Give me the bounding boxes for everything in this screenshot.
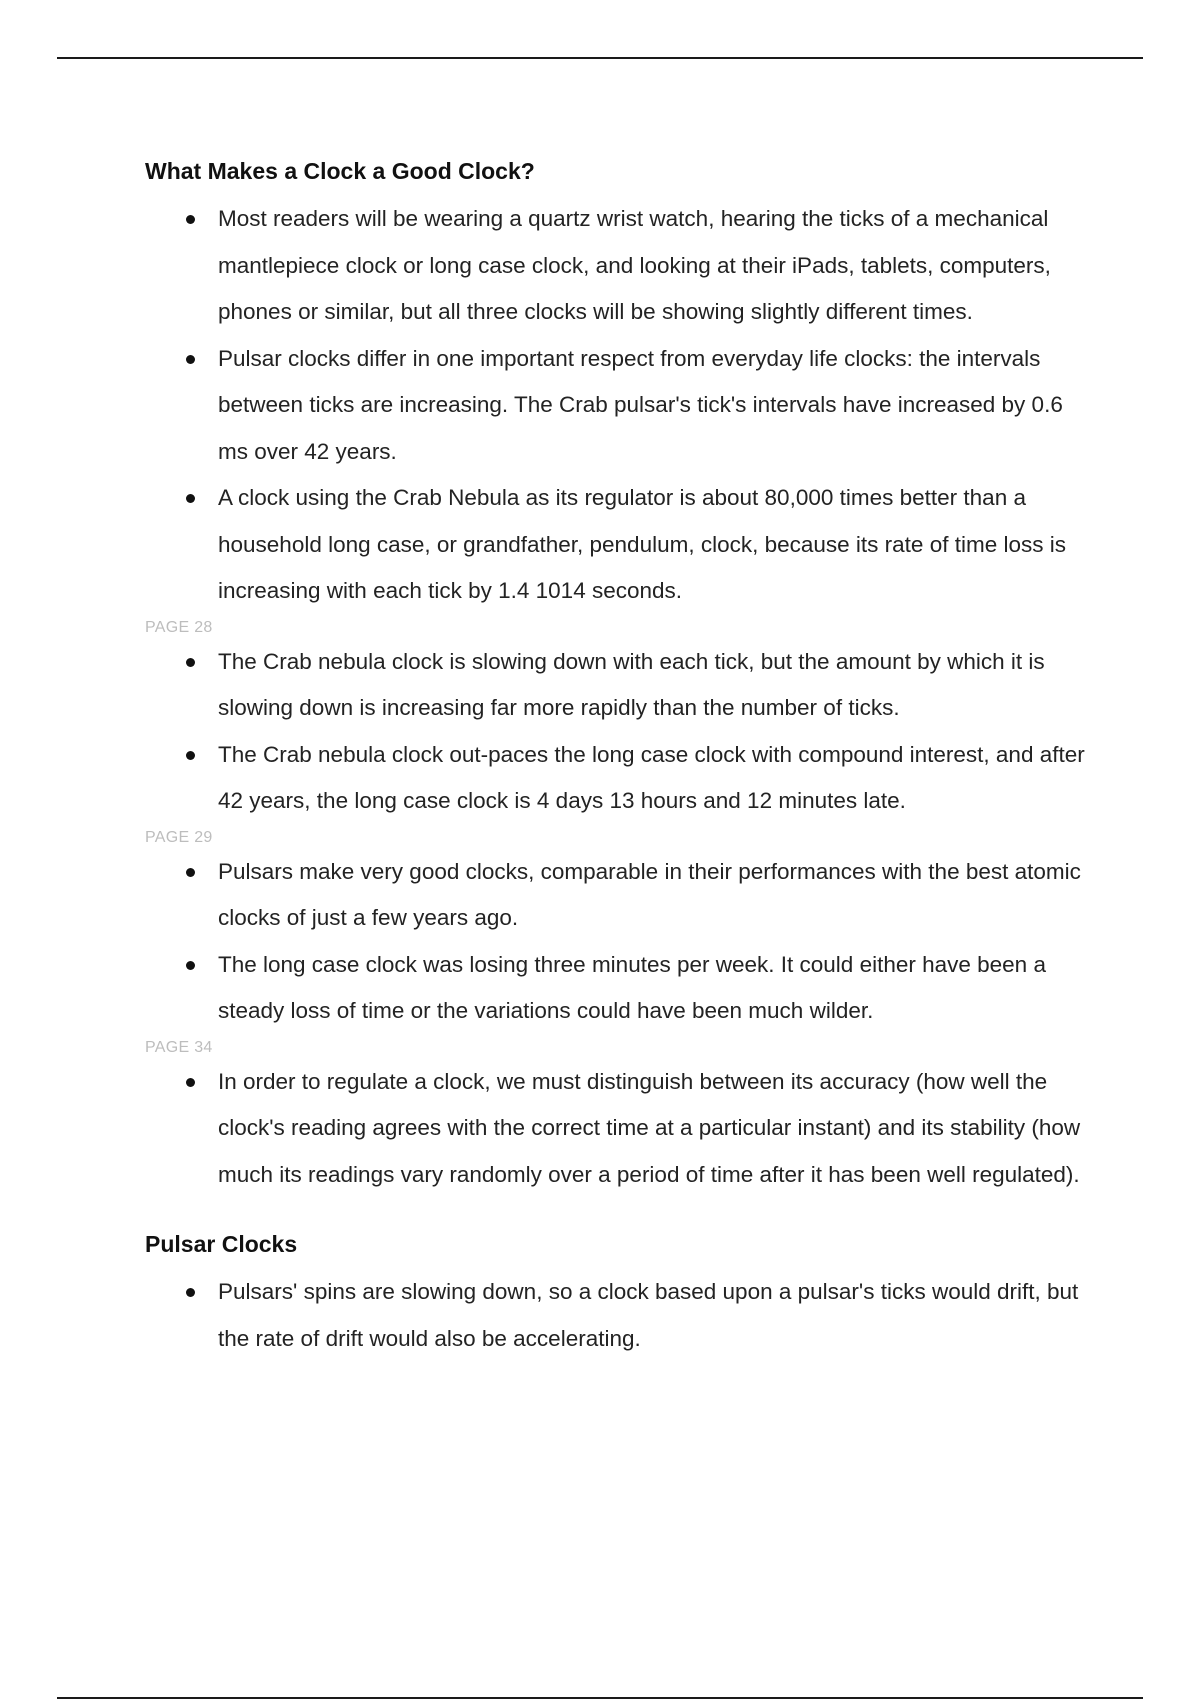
bullet-list bbox=[145, 1269, 1095, 1362]
list-item: Pulsars' spins are slowing down, so a clock based upon a pulsar's ticks would drift, but the rate of drift would also be accelerating. bbox=[145, 1269, 1095, 1362]
bullet-list bbox=[145, 639, 1095, 825]
bullet-list bbox=[145, 849, 1095, 1035]
list-item: The Crab nebula clock out-paces the long case clock with compound interest, and after 42 years, the long case clock is 4 days 13 hours and 12 minutes late. bbox=[145, 732, 1095, 825]
header-rule bbox=[57, 57, 1143, 59]
list-item: The Crab nebula clock is slowing down with each tick, but the amount by which it is slowing down is increasing far more rapidly than the number of ticks. bbox=[145, 639, 1095, 732]
list-item: The long case clock was losing three minutes per week. It could either have been a steady loss of time or the variations could have been much wilder. bbox=[145, 942, 1095, 1035]
bullet-list bbox=[145, 1059, 1095, 1199]
list-item: A clock using the Crab Nebula as its regulator is about 80,000 times better than a household long case, or grandfather, pendulum, clock, because its rate of time loss is increasing with each tick by 1.4 1014 seconds. bbox=[145, 475, 1095, 615]
document-body bbox=[145, 155, 1095, 1362]
list-item: In order to regulate a clock, we must distinguish between its accuracy (how well the clock's reading agrees with the correct time at a particular instant) and its stability (how much its readings vary randomly over a period of time after it has been well regulated). bbox=[145, 1059, 1095, 1199]
page-marker: PAGE 34 bbox=[145, 1038, 213, 1056]
section-title: What Makes a Clock a Good Clock? bbox=[145, 158, 535, 184]
list-item: Pulsar clocks differ in one important respect from everyday life clocks: the intervals between ticks are increasing. The Crab pulsar's tick's intervals have increased by 0.6 ms over 42 years. bbox=[145, 336, 1095, 476]
bullet-list bbox=[145, 196, 1095, 615]
list-item: Most readers will be wearing a quartz wrist watch, hearing the ticks of a mechanical mantlepiece clock or long case clock, and looking at their iPads, tablets, computers, phones or similar, but all three clocks will be showing slightly different times. bbox=[145, 196, 1095, 336]
page-marker: PAGE 28 bbox=[145, 618, 213, 636]
page-marker: PAGE 29 bbox=[145, 828, 213, 846]
list-item: Pulsars make very good clocks, comparable in their performances with the best atomic clocks of just a few years ago. bbox=[145, 849, 1095, 942]
footer-rule bbox=[57, 1697, 1143, 1699]
section-title: Pulsar Clocks bbox=[145, 1231, 298, 1257]
